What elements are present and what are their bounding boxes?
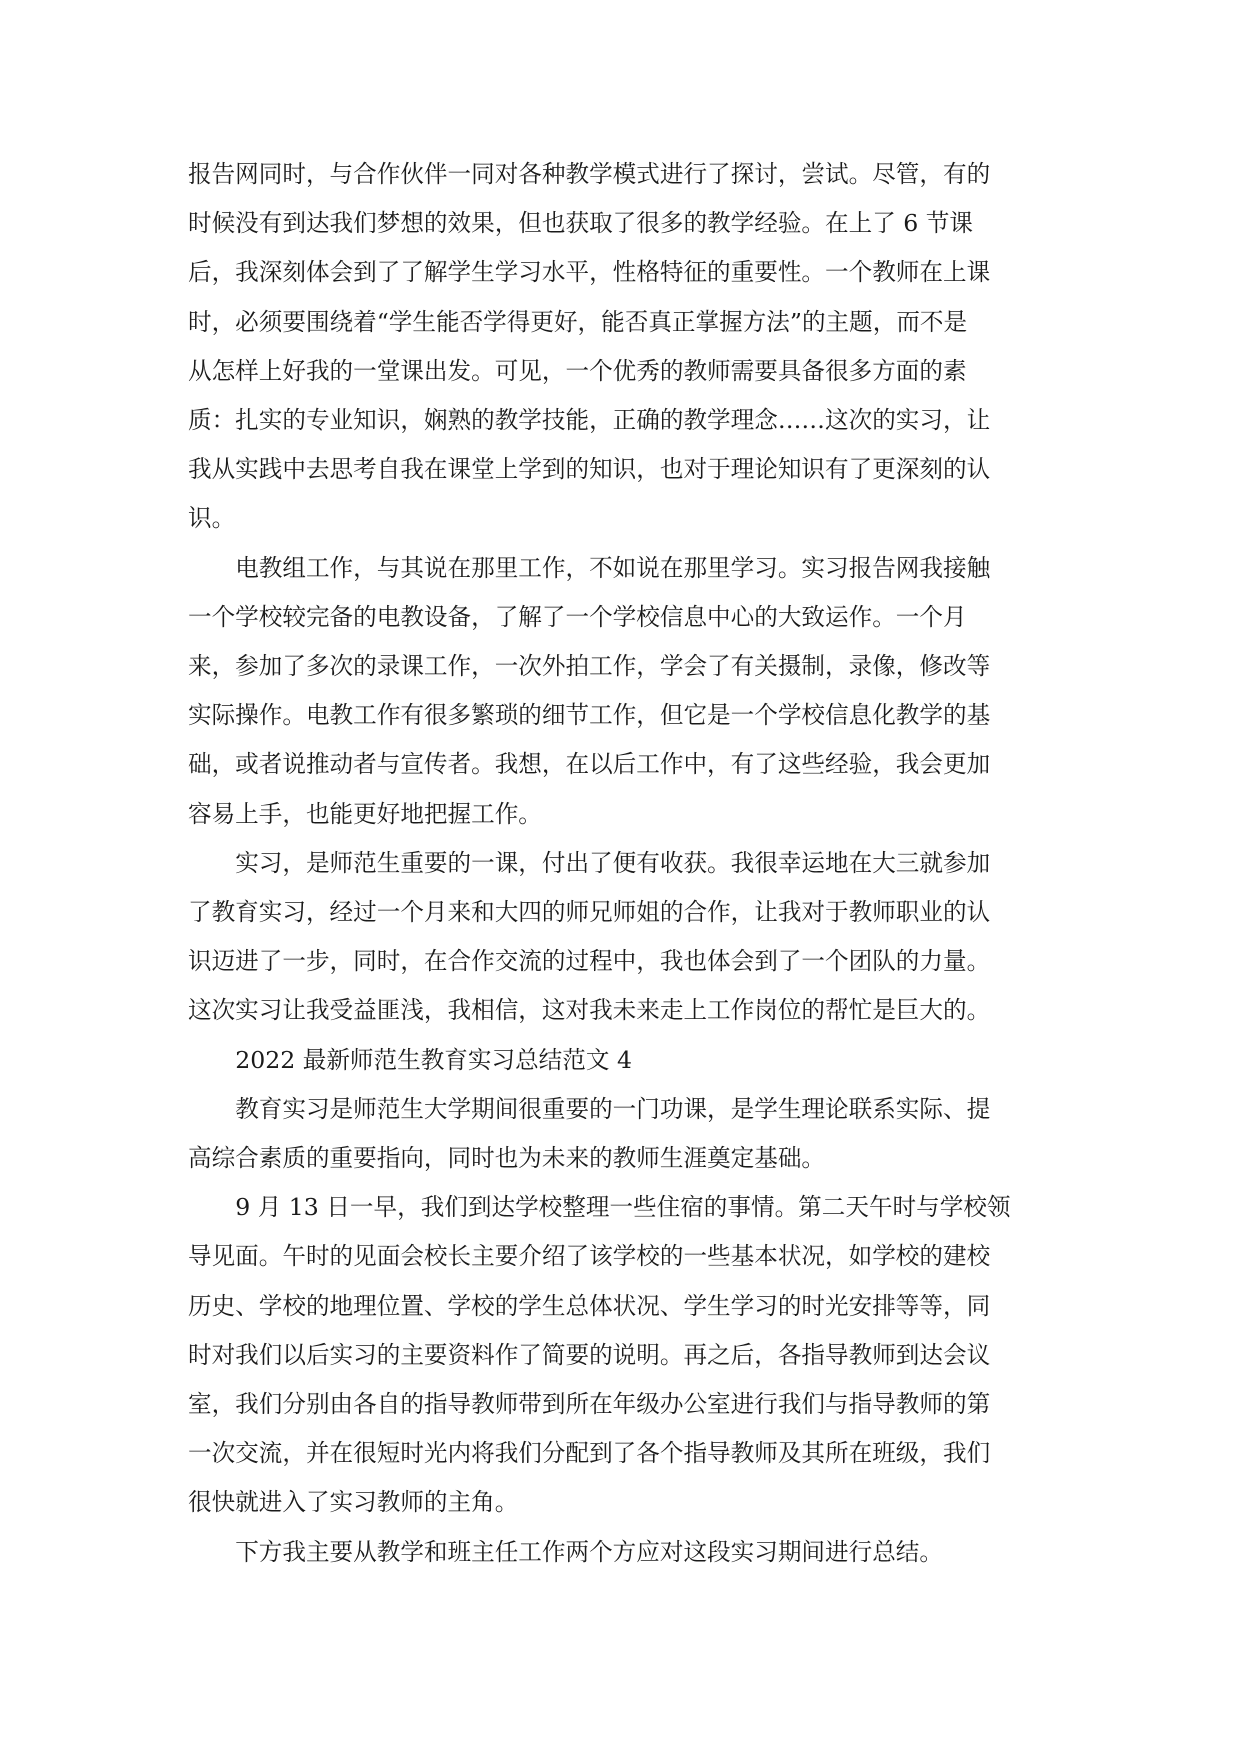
text-line: 质：扎实的专业知识，娴熟的教学技能，正确的教学理念……这次的实习，让 xyxy=(188,406,991,435)
text-line: 9 月 13 日一早，我们到达学校整理一些住宿的事情。第二天午时与学校领 xyxy=(235,1193,1011,1222)
text-line: 教育实习是师范生大学期间很重要的一门功课，是学生理论联系实际、提 xyxy=(235,1094,991,1123)
paragraph-teaching-reflection xyxy=(188,150,1054,544)
text-line: 时候没有到达我们梦想的效果，但也获取了很多的教学经验。在上了 6 节课 xyxy=(188,209,974,238)
text-line: 时对我们以后实习的主要资料作了简要的说明。再之后，各指导教师到达会议 xyxy=(188,1340,991,1369)
section-heading xyxy=(188,1036,1054,1085)
text-line: 我从实践中去思考自我在课堂上学到的知识，也对于理论知识有了更深刻的认 xyxy=(188,455,991,484)
text-line: 后，我深刻体会到了了解学生学习水平，性格特征的重要性。一个教师在上课 xyxy=(188,258,991,287)
document-body xyxy=(188,150,1054,1577)
paragraph-av-group xyxy=(188,544,1054,839)
text-line: 报告网同时，与合作伙伴一同对各种教学模式进行了探讨，尝试。尽管，有的 xyxy=(188,160,991,188)
text-line: 了教育实习，经过一个月来和大四的师兄师姐的合作，让我对于教师职业的认 xyxy=(188,898,991,927)
text-line: 从怎样上好我的一堂课出发。可见，一个优秀的教师需要具备很多方面的素 xyxy=(188,356,967,385)
text-line: 实际操作。电教工作有很多繁琐的细节工作，但它是一个学校信息化教学的基 xyxy=(188,701,991,730)
text-line: 础，或者说推动者与宣传者。我想，在以后工作中，有了这些经验，我会更加 xyxy=(188,750,991,779)
text-line: 识。 xyxy=(188,504,236,533)
text-line: 2022 最新师范生教育实习总结范文 4 xyxy=(235,1045,632,1074)
paragraph-intro xyxy=(188,1085,1054,1183)
text-line: 导见面。午时的见面会校长主要介绍了该学校的一些基本状况，如学校的建校 xyxy=(188,1242,991,1271)
text-line: 一个学校较完备的电教设备，了解了一个学校信息中心的大致运作。一个月 xyxy=(188,602,967,631)
text-line: 识迈进了一步，同时，在合作交流的过程中，我也体会到了一个团队的力量。 xyxy=(188,947,991,976)
text-line: 电教组工作，与其说在那里工作，不如说在那里学习。实习报告网我接触 xyxy=(235,553,991,582)
text-line: 很快就进入了实习教师的主角。 xyxy=(188,1488,519,1517)
text-line: 历史、学校的地理位置、学校的学生总体状况、学生学习的时光安排等等，同 xyxy=(188,1291,991,1320)
paragraph-internship-summary xyxy=(188,839,1054,1036)
text-line: 实习，是师范生重要的一课，付出了便有收获。我很幸运地在大三就参加 xyxy=(235,848,991,877)
text-line: 室，我们分别由各自的指导教师带到所在年级办公室进行我们与指导教师的第 xyxy=(188,1390,991,1419)
paragraph-outline xyxy=(188,1528,1054,1577)
text-line: 高综合素质的重要指向，同时也为未来的教师生涯奠定基础。 xyxy=(188,1144,826,1173)
text-line: 时，必须要围绕着“学生能否学得更好，能否真正掌握方法”的主题，而不是 xyxy=(188,307,968,336)
text-line: 这次实习让我受益匪浅，我相信，这对我未来走上工作岗位的帮忙是巨大的。 xyxy=(188,996,991,1025)
text-line: 一次交流，并在很短时光内将我们分配到了各个指导教师及其所在班级，我们 xyxy=(188,1439,991,1468)
text-line: 来，参加了多次的录课工作，一次外拍工作，学会了有关摄制，录像，修改等 xyxy=(188,652,991,681)
paragraph-arrival xyxy=(188,1183,1054,1527)
text-line: 下方我主要从教学和班主任工作两个方应对这段实习期间进行总结。 xyxy=(235,1537,943,1566)
text-line: 容易上手，也能更好地把握工作。 xyxy=(188,799,542,828)
